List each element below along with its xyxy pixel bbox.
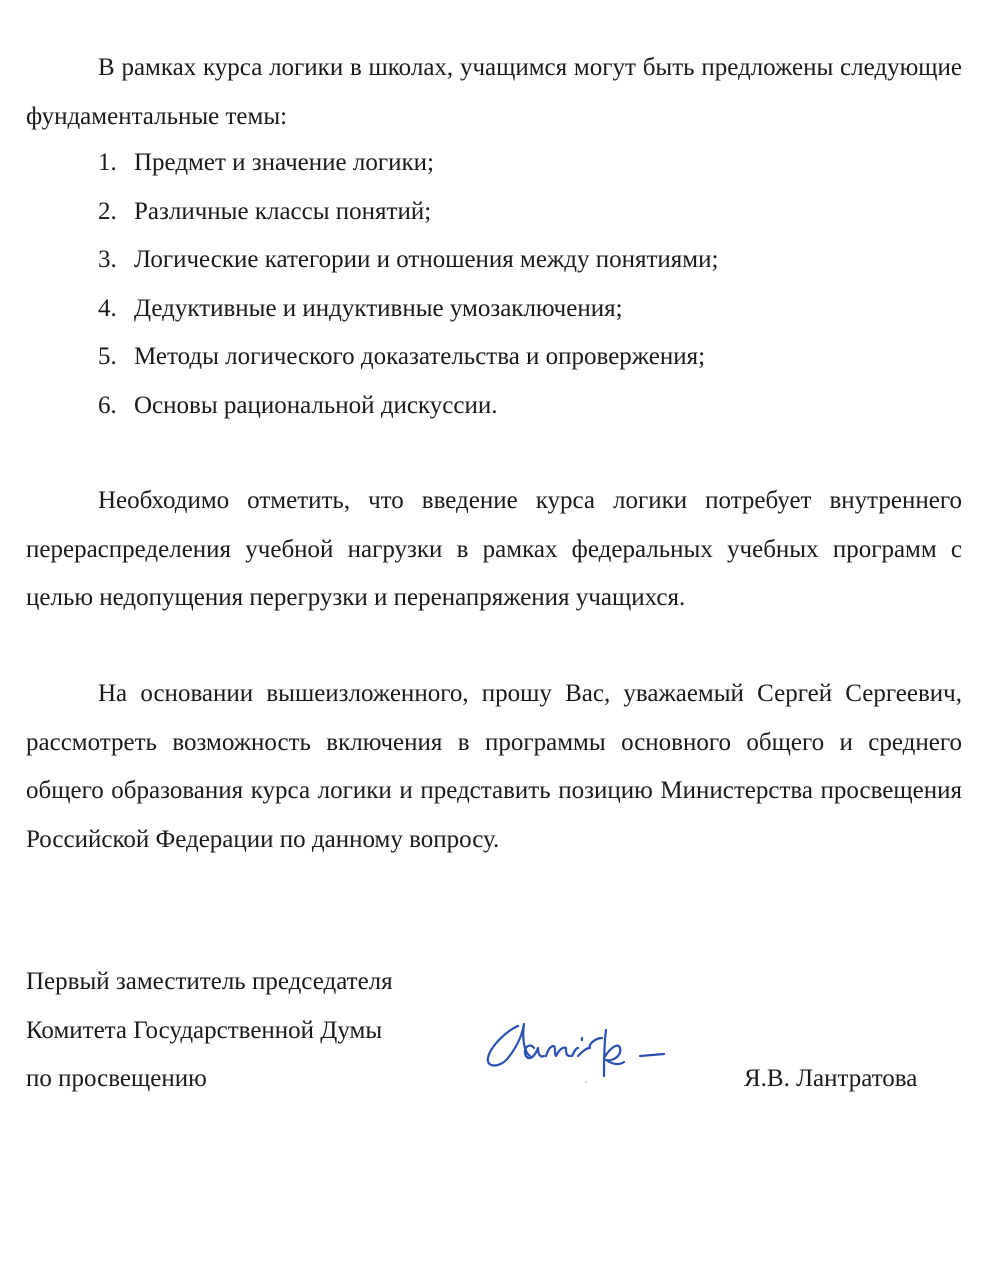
position-line: Первый заместитель председателя xyxy=(26,968,393,995)
list-item xyxy=(98,333,718,382)
list-item xyxy=(98,188,718,237)
list-item xyxy=(98,139,718,188)
list-item-text: Методы логического доказательства и опровержения; xyxy=(134,343,706,370)
list-item-number: 4. xyxy=(98,294,117,322)
list-item xyxy=(98,236,718,285)
list-item-text: Предмет и значение логики; xyxy=(134,149,434,176)
list-item-text: Дедуктивные и индуктивные умозаключения; xyxy=(134,294,623,322)
list-item-number: 2. xyxy=(98,197,117,225)
list-item-number: 5. xyxy=(98,343,117,370)
list-item xyxy=(98,285,718,334)
topics-list xyxy=(98,139,718,430)
request-paragraph: На основании вышеизложенного, прошу Вас, уважаемый Сергей Сергеевич, рассмотреть возможность включения в программы основного общего и среднего общего образования курса логики и представить позицию Министерства просвещения Российской Федерации по данному вопросу. xyxy=(26,680,962,853)
list-item-text: Различные классы понятий; xyxy=(134,197,432,225)
list-item-text: Логические категории и отношения между понятиями; xyxy=(134,246,719,273)
signatory-position xyxy=(26,958,393,1104)
list-item-number: 6. xyxy=(98,391,117,419)
intro-paragraph: В рамках курса логики в школах, учащимся могут быть предложены следующие фундаментальные темы: xyxy=(26,54,962,130)
note-paragraph: Необходимо отметить, что введение курса логики потребует внутреннего перераспределения учебной нагрузки в рамках федеральных учебных программ с целью недопущения перегрузки и перенапряжения учащихся. xyxy=(26,487,962,611)
handwritten-signature xyxy=(478,1008,688,1088)
signer-name: Я.В. Лантратова xyxy=(744,1065,918,1092)
list-item-text: Основы рациональной дискуссии. xyxy=(134,391,498,419)
list-item xyxy=(98,382,718,431)
position-line: Комитета Государственной Думы xyxy=(26,1016,383,1044)
list-item-number: 1. xyxy=(98,149,117,176)
list-item-number: 3. xyxy=(98,246,117,273)
position-line: по просвещению xyxy=(26,1065,207,1092)
